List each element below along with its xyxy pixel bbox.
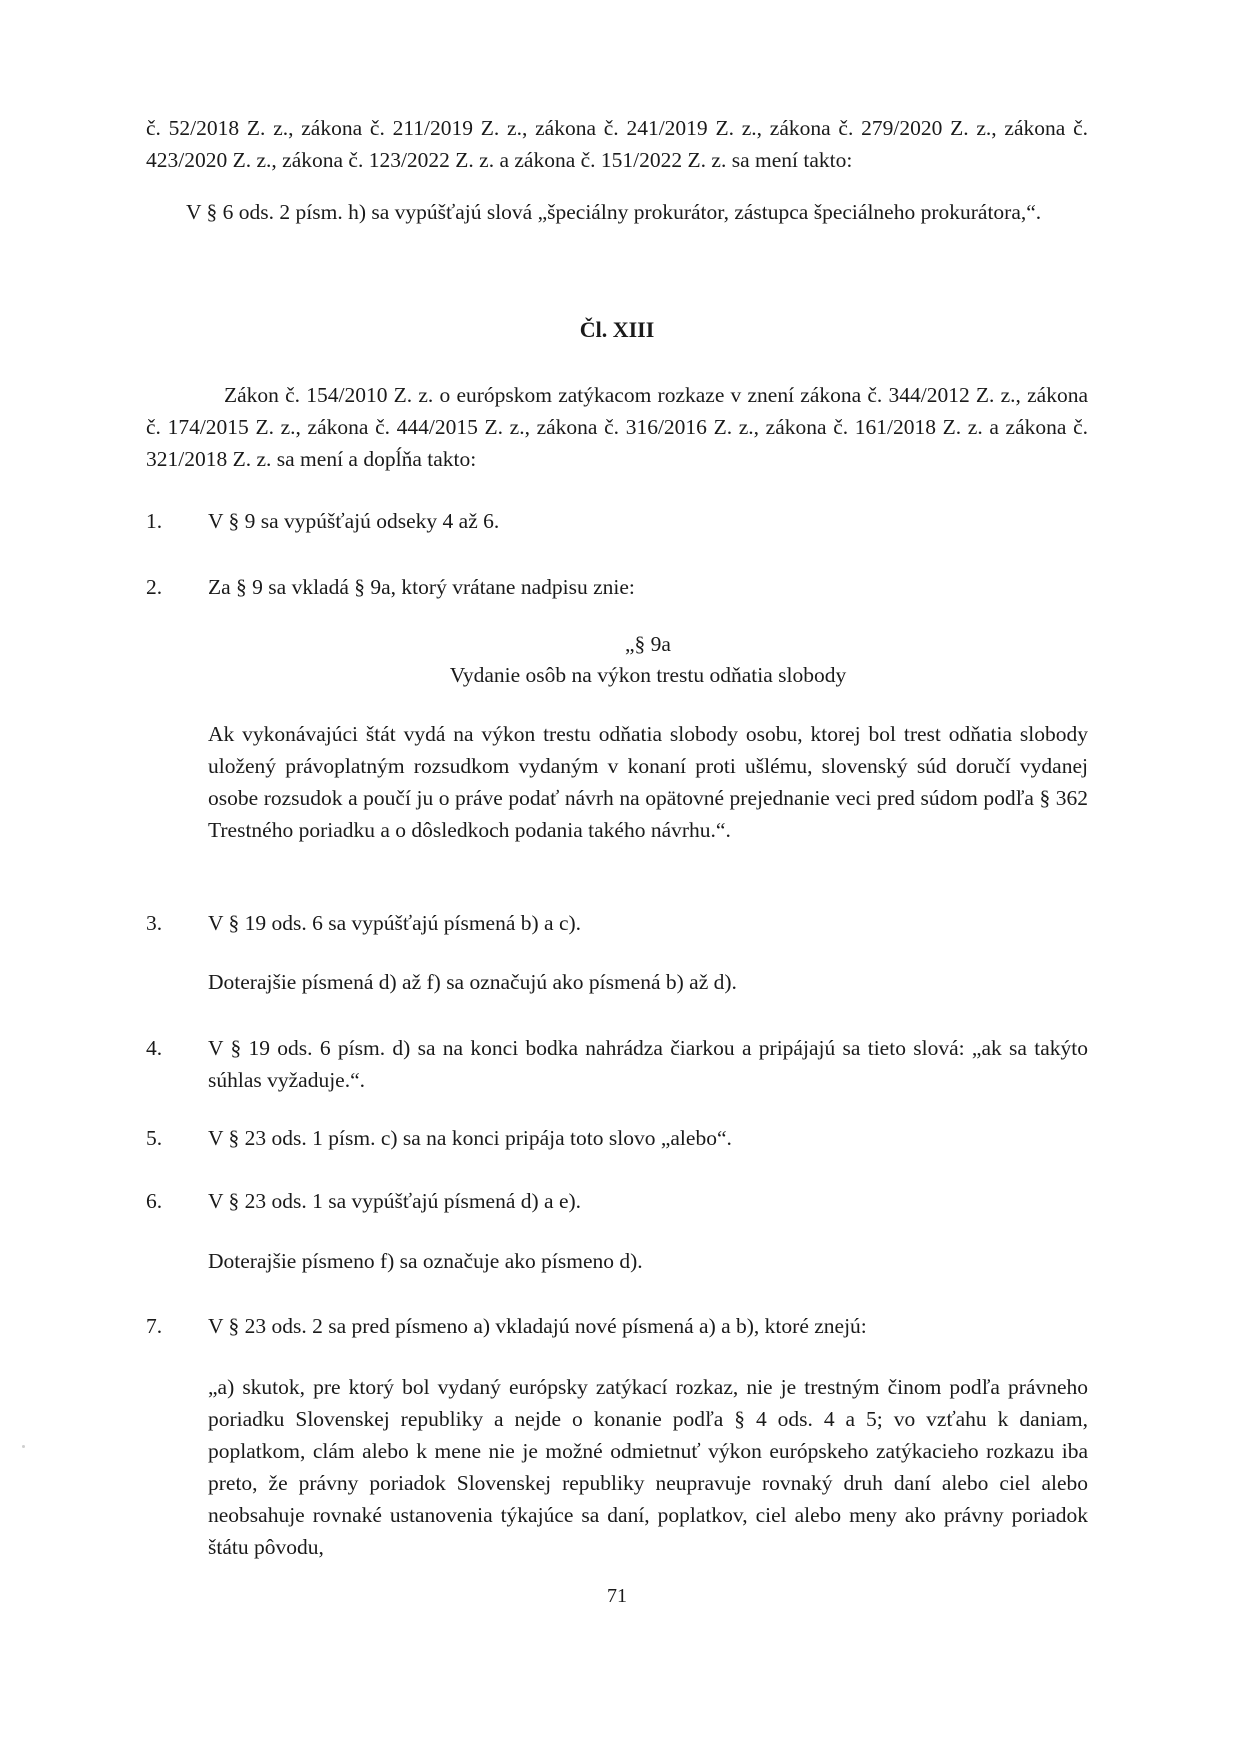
item-number: 4.	[146, 1036, 163, 1060]
item-text: V § 23 ods. 1 písm. c) sa na konci pripája toto slovo „alebo“.	[208, 1126, 732, 1150]
item-number: 6.	[146, 1189, 163, 1213]
item-text: V § 9 sa vypúšťajú odseky 4 až 6.	[208, 509, 500, 533]
item-text: V § 23 ods. 1 sa vypúšťajú písmená d) a e).	[208, 1189, 582, 1213]
item-number: 2.	[146, 575, 163, 599]
intro-paragraph: č. 52/2018 Z. z., zákona č. 211/2019 Z. z., zákona č. 241/2019 Z. z., zákona č. 279/2020 Z. z., zákona č. 423/2020 Z. z., zákona č. 123/2022 Z. z. a zákona č. 151/2022 Z. z. sa mení takto:	[146, 116, 1088, 172]
renumbering-note: Doterajšie písmená d) až f) sa označujú ako písmená b) až d).	[208, 970, 737, 994]
item-text: V § 23 ods. 2 sa pred písmeno a) vkladajú nové písmená a) a b), ktoré znejú:	[208, 1314, 867, 1338]
renumbering-note: Doterajšie písmeno f) sa označuje ako písmeno d).	[208, 1249, 643, 1273]
item-number: 5.	[146, 1126, 163, 1150]
item-text: V § 19 ods. 6 sa vypúšťajú písmená b) a c).	[208, 911, 582, 935]
item-number: 1.	[146, 509, 163, 533]
section-subheading: Vydanie osôb na výkon trestu odňatia slobody	[449, 663, 847, 687]
page-number: 71	[607, 1585, 627, 1607]
section-heading: „§ 9a	[625, 632, 671, 656]
quoted-letter-a: „a) skutok, pre ktorý bol vydaný európsky zatýkací rozkaz, nie je trestným činom podľa právneho poriadku Slovenskej republiky a nejde o konanie podľa § 4 ods. 4 a 5; vo vzťahu k daniam, poplatkom, clám alebo k mene nie je možné odmietnuť výkon európskeho zatýkacieho rozkazu iba preto, že právny poriadok Slovenskej republiky neupravuje rovnaký druh daní alebo ciel alebo neobsahuje rovnaké ustanovenia týkajúce sa daní, poplatkov, ciel alebo meny ako právny poriadok štátu pôvodu,	[208, 1375, 1088, 1559]
article-intro: Zákon č. 154/2010 Z. z. o európskom zatýkacom rozkaze v znení zákona č. 344/2012 Z. z., zákona č. 174/2015 Z. z., zákona č. 444/2015 Z. z., zákona č. 316/2016 Z. z., zákona č. 161/2018 Z. z. a zákona č. 321/2018 Z. z. sa mení a dopĺňa takto:	[146, 383, 1088, 471]
article-title: Čl. XIII	[579, 317, 655, 342]
item-number: 3.	[146, 911, 163, 935]
section-body: Ak vykonávajúci štát vydá na výkon trestu odňatia slobody osobu, ktorej bol trest odňatia slobody uložený právoplatným rozsudkom vydaným v konaní proti ušlému, slovenský súd doručí vydanej osobe rozsudok a poučí ju o práve podať návrh na opätovné prejednanie veci pred súdom podľa § 362 Trestného poriadku a o dôsledkoch podania takého návrhu.“.	[208, 722, 1088, 842]
item-text: V § 19 ods. 6 písm. d) sa na konci bodka nahrádza čiarkou a pripájajú sa tieto slová: „ak sa takýto súhlas vyžaduje.“.	[208, 1036, 1088, 1092]
scan-speck	[22, 1445, 25, 1448]
item-text: Za § 9 sa vkladá § 9a, ktorý vrátane nadpisu znie:	[208, 575, 635, 599]
amendment-paragraph: V § 6 ods. 2 písm. h) sa vypúšťajú slová „špeciálny prokurátor, zástupca špeciálneho prokurátora,“.	[186, 200, 1042, 224]
item-number: 7.	[146, 1314, 163, 1338]
